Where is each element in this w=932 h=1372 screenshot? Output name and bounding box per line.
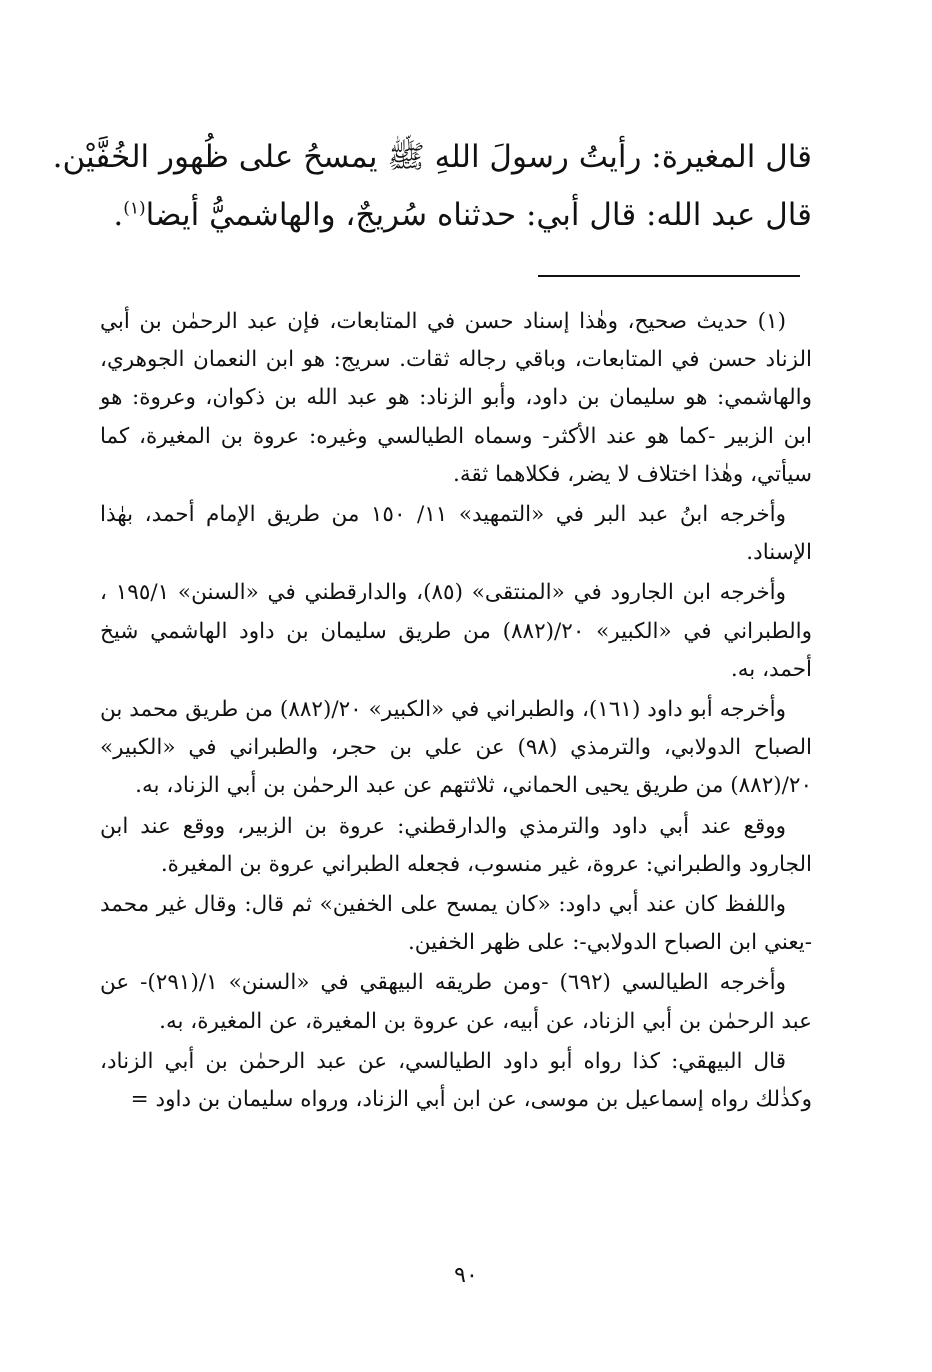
main-text-line-2-end: . xyxy=(113,197,124,233)
footnote-paragraph: وأخرجه ابن الجارود في «المنتقى» (٨٥)، والدارقطني في «السنن» ١٩٥/١ ، والطبراني في «الكبير» ٢٠/(٨٨٢) من طريق سليمان بن داود الهاشمي شيخ أحمد، به. xyxy=(100,580,812,682)
main-text-line-2-body: قال عبد الله: قال أبي: حدثناه سُريجٌ، والهاشميُّ أيضا xyxy=(145,197,812,233)
footnotes-section xyxy=(100,303,812,1121)
footnote-paragraph: واللفظ كان عند أبي داود: «كان يمسح على الخفين» ثم قال: وقال غير محمد -يعني ابن الصباح الدولابي-: على ظهر الخفين. xyxy=(100,892,812,956)
footnote-paragraph: ووقع عند أبي داود والترمذي والدارقطني: عروة بن الزبير، ووقع عند ابن الجارود والطبراني: عروة، غير منسوب، فجعله الطبراني عروة بن المغيرة. xyxy=(100,813,812,877)
page-number: ٩٠ xyxy=(454,1263,478,1288)
main-text-line-2 xyxy=(100,186,812,244)
footnote-paragraph: وأخرجه الطيالسي (٦٩٢) -ومن طريقه البيهقي في «السنن» ١/(٢٩١)- عن عبد الرحمٰن بن أبي الزناد، عن أبيه، عن عروة بن المغيرة، عن المغيرة، به. xyxy=(100,970,812,1034)
footnote-paragraph: وأخرجه أبو داود (١٦١)، والطبراني في «الكبير» ٢٠/(٨٨٢) من طريق محمد بن الصباح الدولابي، والترمذي (٩٨) عن علي بن حجر، والطبراني في «الكبير» ٢٠/(٨٨٢) من طريق يحيى الحماني، ثلاثتهم عن عبد الرحمٰن بن أبي الزناد، به. xyxy=(100,697,812,799)
footnote-paragraph: قال البيهقي: كذا رواه أبو داود الطيالسي، عن عبد الرحمٰن بن أبي الزناد، وكذٰلك رواه إسماعيل بن موسى، عن ابن أبي الزناد، ورواه سليمان بن داود = xyxy=(100,1048,812,1113)
footnote-separator xyxy=(538,275,800,277)
footnote-reference[interactable]: (١) xyxy=(123,198,146,219)
main-text-line-1: قال المغيرة: رأيتُ رسولَ اللهِ ﷺ يمسحُ على ظُهور الخُفَّيْن. xyxy=(52,139,812,175)
main-text xyxy=(52,128,812,244)
footnote-paragraph: وأخرجه ابنُ عبد البر في «التمهيد» ١١/ ١٥٠ من طريق الإمام أحمد، بهٰذا الإسناد. xyxy=(100,502,812,566)
footnote-paragraph: (١) حديث صحيح، وهٰذا إسناد حسن في المتابعات، فإن عبد الرحمٰن بن أبي الزناد حسن في المتابعات، وباقي رجاله ثقات. سريج: هو ابن النعمان الجوهري، والهاشمي: هو سليمان بن داود، وأبو الزناد: هو عبد الله بن ذكوان، وعروة: هو ابن الزبير -كما هو عند الأكثر- وسماه الطيالسي وغيره: عروة بن المغيرة، كما سيأتي، وهٰذا اختلاف لا يضر، فكلاهما ثقة. xyxy=(100,309,812,487)
